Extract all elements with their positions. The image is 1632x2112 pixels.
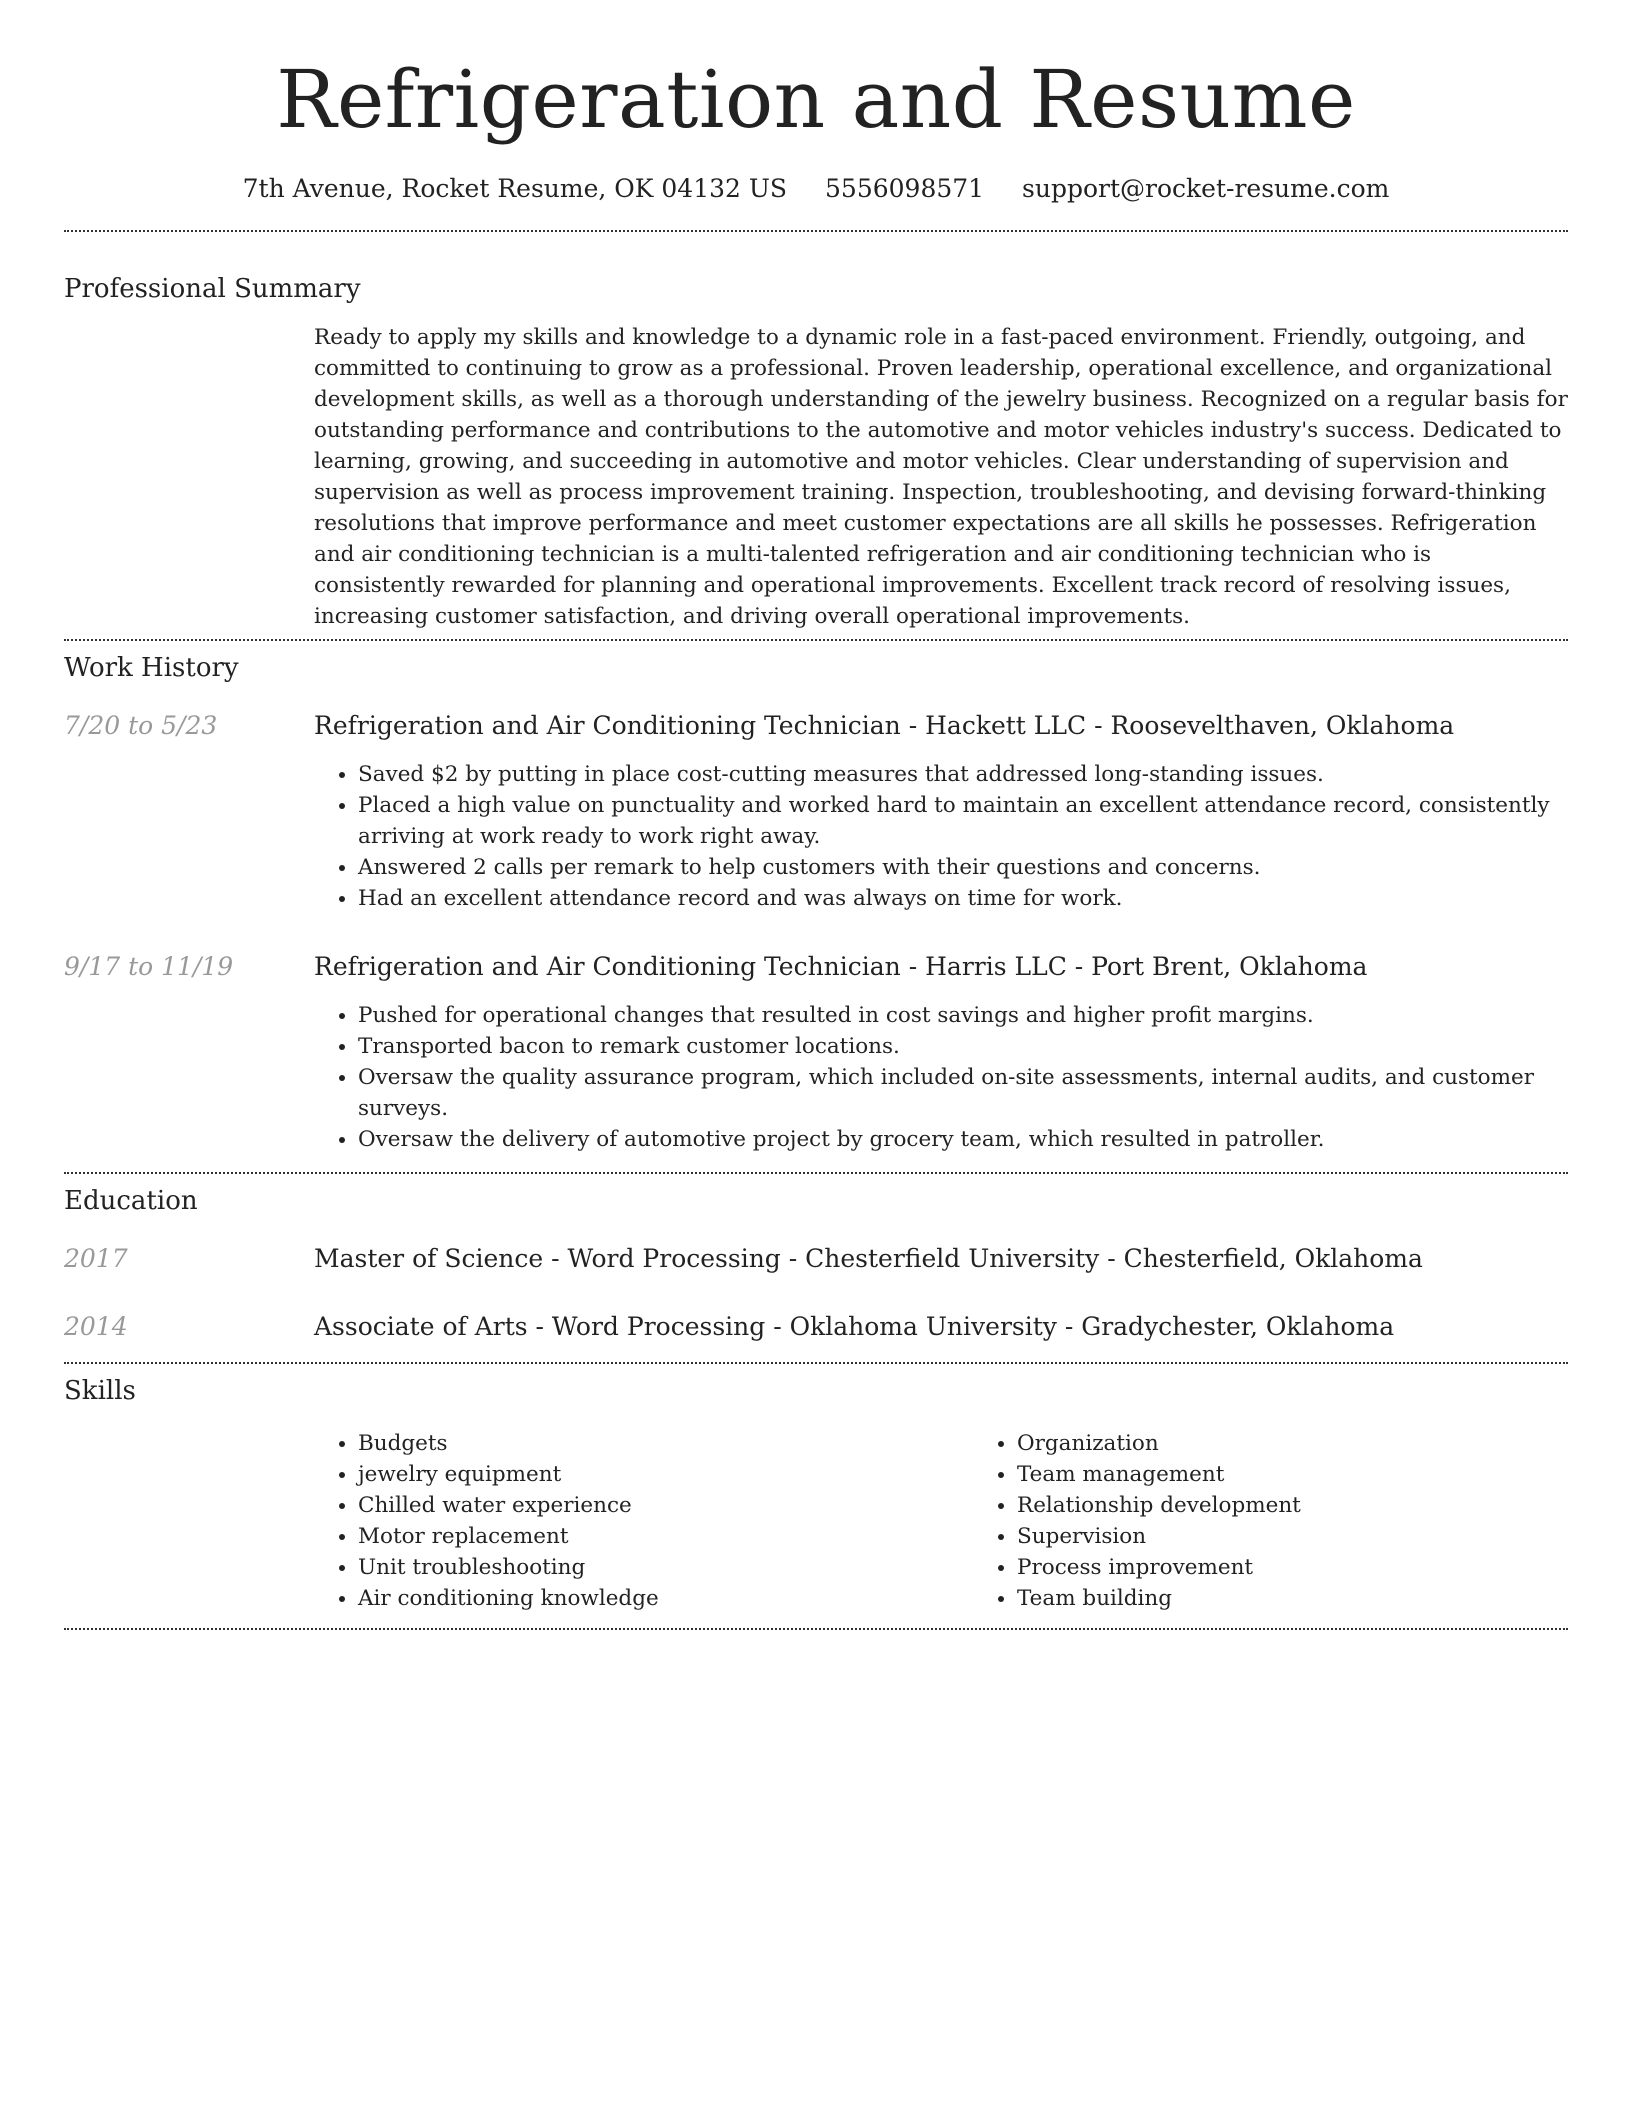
education-heading: Education: [64, 1186, 198, 1216]
job-bullet: • Pushed for operational changes that resulted in cost savings and higher profit margins.: [358, 1000, 1568, 1031]
education-entry: [64, 1242, 1568, 1276]
contact-phone: 5556098571: [825, 174, 985, 203]
summary-row: [64, 322, 1568, 632]
job-heading: Refrigeration and Air Conditioning Technician - Hackett LLC - Roosevelthaven, Oklahoma: [314, 711, 1455, 740]
job-bullet: • Transported bacon to remark customer locations.: [358, 1031, 1568, 1062]
skill-item: • Organization: [1017, 1428, 1632, 1459]
job-heading: Refrigeration and Air Conditioning Technician - Harris LLC - Port Brent, Oklahoma: [314, 952, 1368, 981]
job-bullet: • Saved $2 by putting in place cost-cutting measures that addressed long-standing issues.: [358, 759, 1568, 790]
job-details: [314, 709, 1568, 914]
skills-column-2: [973, 1428, 1632, 1614]
job-bullet: • Oversaw the quality assurance program, which included on-site assessments, internal audits, and customer surveys.: [358, 1062, 1568, 1124]
job-entry: [64, 950, 1568, 1155]
skill-item: • Team building: [1017, 1583, 1632, 1614]
skill-item: • Motor replacement: [358, 1521, 973, 1552]
skill-item: • Air conditioning knowledge: [358, 1583, 973, 1614]
job-bullet: • Had an excellent attendance record and was always on time for work.: [358, 883, 1568, 914]
contact-address: 7th Avenue, Rocket Resume, OK 04132 US: [242, 174, 788, 203]
job-entry: [64, 709, 1568, 914]
job-details: [314, 950, 1568, 1155]
job-bullet: • Answered 2 calls per remark to help customers with their questions and concerns.: [358, 852, 1568, 883]
resume-name: Refrigeration and Resume: [276, 53, 1356, 146]
section-divider: [64, 639, 1568, 641]
summary-text: Ready to apply my skills and knowledge to a dynamic role in a fast-paced environment. Friendly, outgoing, and committed to continuing to grow as a professional. Proven leadership, operational excellence, and organizational development skills, as well as a thorough understanding of the jewelry business. Recognized on a regular basis for outstanding performance and contributions to the automotive and motor vehicles industry's success. Dedicated to learning, growing, and succeeding in automotive and motor vehicles. Clear understanding of supervision and supervision as well as process improvement training. Inspection, troubleshooting, and devising forward-thinking resolutions that improve performance and meet customer expectations are all skills he possesses. Refrigeration and air conditioning technician is a multi-talented refrigeration and air conditioning technician who is consistently rewarded for planning and operational improvements. Excellent track record of resolving issues, increasing customer satisfaction, and driving overall operational improvements.: [314, 325, 1568, 629]
summary-spacer: [64, 322, 314, 632]
education-year: 2017: [64, 1244, 128, 1273]
resume-page: [64, 0, 1568, 1630]
skill-item: • Process improvement: [1017, 1552, 1632, 1583]
skills-spacer: [64, 1428, 314, 1614]
skills-column-1: [314, 1428, 973, 1614]
skills-grid: [314, 1428, 1632, 1614]
contact-email: support@rocket-resume.com: [1022, 174, 1390, 203]
skill-item: • Unit troubleshooting: [358, 1552, 973, 1583]
education-degree: Master of Science - Word Processing - Chesterfield University - Chesterfield, Oklahoma: [314, 1244, 1423, 1273]
skill-item: • Supervision: [1017, 1521, 1632, 1552]
job-bullets: [314, 1000, 1568, 1155]
work-history-heading: Work History: [64, 653, 239, 683]
section-divider: [64, 1172, 1568, 1174]
section-divider: [64, 1362, 1568, 1364]
job-bullet: • Oversaw the delivery of automotive project by grocery team, which resulted in patroller.: [358, 1124, 1568, 1155]
education-degree: Associate of Arts - Word Processing - Oklahoma University - Gradychester, Oklahoma: [314, 1312, 1395, 1341]
job-bullets: [314, 759, 1568, 914]
section-divider: [64, 230, 1568, 232]
skill-item: • jewelry equipment: [358, 1459, 973, 1490]
skill-item: • Budgets: [358, 1428, 973, 1459]
education-year: 2014: [64, 1312, 128, 1341]
skill-item: • Chilled water experience: [358, 1490, 973, 1521]
summary-heading: Professional Summary: [64, 274, 361, 304]
job-dates: 7/20 to 5/23: [64, 711, 218, 740]
contact-line: [64, 172, 1568, 206]
section-divider: [64, 1628, 1568, 1630]
skill-item: • Team management: [1017, 1459, 1632, 1490]
skills-heading: Skills: [64, 1376, 136, 1406]
skills-row: [64, 1428, 1568, 1614]
job-bullet: • Placed a high value on punctuality and worked hard to maintain an excellent attendance record, consistently arriving at work ready to work right away.: [358, 790, 1568, 852]
skill-item: • Relationship development: [1017, 1490, 1632, 1521]
education-entry: [64, 1310, 1568, 1344]
job-dates: 9/17 to 11/19: [64, 952, 234, 981]
